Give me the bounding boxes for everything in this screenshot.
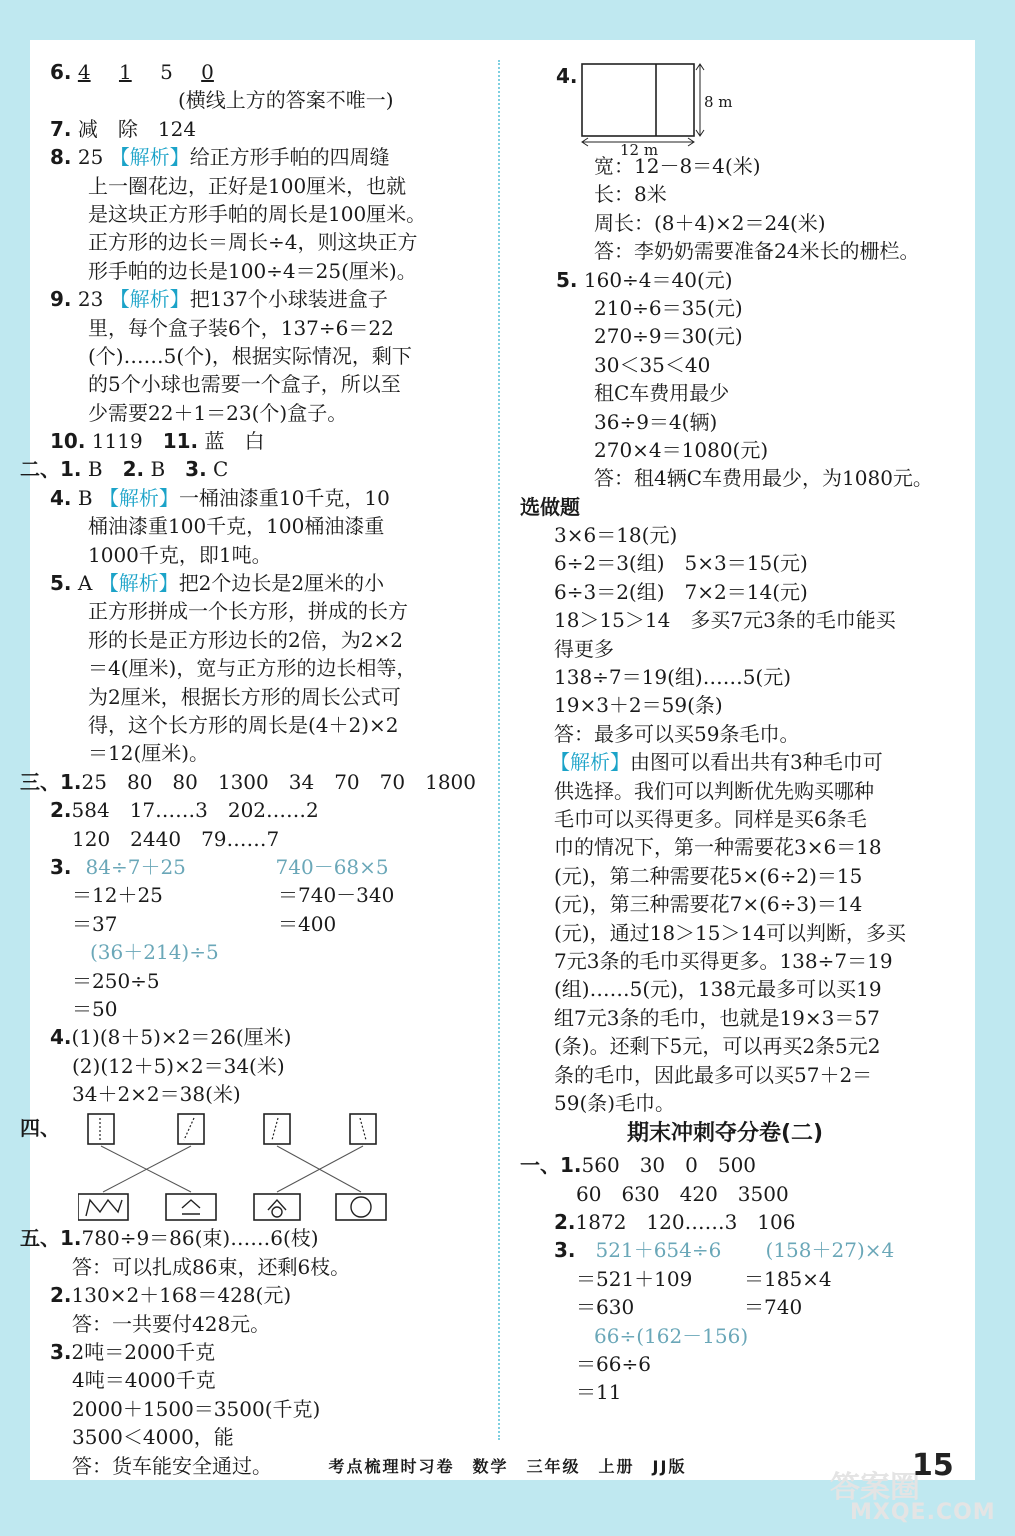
q6-note: (横线上方的答案不唯一) — [178, 88, 394, 113]
q10-11-line: 10. 1119 11. 蓝 白 — [50, 429, 265, 454]
s5-q3-line: 3.2吨＝2000千克 — [50, 1340, 216, 1365]
analysis-tag: 【解析】 — [109, 145, 190, 170]
s2-q5-line: 5. A 【解析】把2个边长是2厘米的小 — [50, 571, 385, 596]
q8-line: 8. 25 【解析】给正方形手帕的四周缝 — [50, 145, 390, 170]
s3-q4-line: 4.(1)(8＋5)×2＝26(厘米) — [50, 1025, 292, 1050]
exam2-s1-q3-line: 3. 521＋654÷6 (158＋27)×4 — [554, 1238, 895, 1263]
q9-line: 9. 23 【解析】把137个小球装进盒子 — [50, 287, 388, 312]
width-label: 12 m — [620, 141, 659, 159]
analysis-tag: 【解析】 — [98, 485, 179, 510]
left-column: 6. 4 1 5 0 (横线上方的答案不唯一) 7. 减 除 124 8. 25 【解析】给正方形手帕的四周缝 上一圈花边，正好是100厘米，也就 是这块正方形手帕的周长是100厘米。 正方形的边长＝周长÷4，则这块正方 形手帕的边长是100÷4＝25(厘米)。 9. 23 【解析】把137个小球装进盒子 里，每个盒子装6个，137÷6＝22 (个)……5(个)，根据实际情况，剩下 的5个小球也需要一个盒子，所以至 少需要22＋1＝23(个)盒子。 10. 1119 11. 蓝 白 二、1. B 2. B 3. C 4. B 【解析】一桶油漆重10千克，10 桶油漆重100千克，100桶油漆重 1000千克，即1吨。 5. A 【解析】把2个边长是2厘米的小 正方形拼成一个长方形，拼成的长方 形的长是正方形边长的2倍，为2×2 ＝4(厘米)，宽与正方形的边长相等， 为2厘米，根据长方形的周长公式可 得，这个长方形的周长是(4＋2)×2 ＝12(厘米)。 三、1.25 80 80 1300 34 70 70 1800 2.584 17……3 202……2 120 2440 79……7 3. 84÷7＋25 740－68×5 ＝12＋25 ＝740－340 ＝37 ＝400 (36＋214)÷5 ＝250÷5 ＝50 4.(1)(8＋5)×2＝26(厘米) (2)(12＋5)×2＝34(米) 34＋2×2＝38(米) 四、 五、1.780÷9＝86(束)……6(枝) 答：可以扎成86束，还剩6枝。 2.130×2＋168＝428(元) 答：一共要付428元。 3.2吨＝2000千克 4吨＝4000千克 2000＋1500＝3500(千克) 3500＜4000，能 答：货车能安全通过。 — [50, 58, 480, 1480]
optional-title: 选做题 — [520, 494, 580, 519]
analysis-tag: 【解析】 — [109, 287, 190, 312]
q6-answer-4: 0 — [201, 60, 214, 84]
page-number: 15 — [912, 1448, 954, 1483]
shape-matching-figure: 四、 — [50, 1108, 480, 1224]
r-q5-line: 5. 160÷4＝40(元) — [556, 267, 733, 292]
analysis-tag: 【解析】 — [550, 750, 630, 775]
exam2-s1-q1-line: 一、1.560 30 0 500 — [520, 1153, 757, 1178]
exam2-title: 期末冲刺夺分卷(二) — [626, 1121, 824, 1147]
s3-q2-line: 2.584 17……3 202……2 — [50, 798, 319, 823]
q7-line: 7. 减 除 124 — [50, 116, 197, 141]
column-divider — [498, 60, 500, 1440]
q6-answer-2: 1 — [118, 60, 132, 84]
watermark-url: MXQE.COM — [850, 1500, 996, 1525]
q6-line: 6. 4 1 5 0 — [50, 60, 214, 84]
height-label: 8 m — [704, 93, 733, 111]
s2-q4-line: 4. B 【解析】一桶油漆重10千克，10 — [50, 485, 390, 510]
q6-answer-1: 4 — [77, 60, 91, 84]
s3-q1-line: 三、1.25 80 80 1300 34 70 70 1800 — [20, 769, 477, 794]
s5-q1-line: 五、1.780÷9＝86(束)……6(枝) — [20, 1226, 319, 1251]
fence-figure: 4. 8 m 12 m — [520, 58, 950, 152]
right-column: 4. 8 m 12 m 宽：12－8＝4(米) 长：8米 周长：(8＋4)×2＝24(米) 答：李奶奶需要准备24米长的栅栏。 5. 160÷4＝40(元) 210÷6＝35(元) 270÷9＝30(元) 30＜35＜40 租C车费用最少 36÷9＝4(辆) 270×4＝1080(元) 答：租4辆C车费用最少，为1080元。 选做题 3×6＝18(元) 6÷2＝3(组) 5×3＝15(元) 6÷3＝2(组) 7×2＝14(元) 18＞15＞14 多买7元3条的毛巾能买 得更多 138÷7＝19(组)……5(元) 19×3＋2＝59(条) 答：最多可以买59条毛巾。 【解析】由图可以看出共有3种毛巾可 供选择。我们可以判断优先购买哪种 毛巾可以买得更多。同样是买6条毛 巾的情况下，第一种需要花3×6＝18 (元)，第二种需要花5×(6÷2)＝15 (元)，第三种需要花7×(6÷3)＝14 (元)，通过18＞15＞14可以判断，多买 7元3条的毛巾买得更多。138÷7＝19 (组)……5(元)，138元最多可以买19 组7元3条的毛巾，也就是19×3＝57 (条)。还剩下5元，可以再买2条5元2 条的毛巾，因此最多可以买57＋2＝ 59(条)毛巾。 期末冲刺夺分卷(二) 一、1.560 30 0 500 60 630 420 3500 2.1872 120……3 106 3. 521＋654÷6 (158＋27)×4 ＝521＋109 ＝185×4 ＝630 ＝740 66÷(162－156) ＝66÷6 ＝11 — [520, 58, 950, 1407]
s5-q2-line: 2.130×2＋168＝428(元) — [50, 1283, 292, 1308]
matching-diagram — [78, 1108, 418, 1224]
section2-header: 二、1. B 2. B 3. C — [20, 457, 229, 482]
page-footer: 考点梳理时习卷 数学 三年级 上册 JJ版 — [328, 1457, 687, 1476]
s3-q3-line: 3. 84÷7＋25 740－68×5 — [50, 854, 389, 879]
watermark-logo: 答案圈 — [830, 1470, 920, 1505]
q6-answer-3: 5 — [160, 60, 173, 84]
analysis-tag: 【解析】 — [98, 571, 179, 596]
